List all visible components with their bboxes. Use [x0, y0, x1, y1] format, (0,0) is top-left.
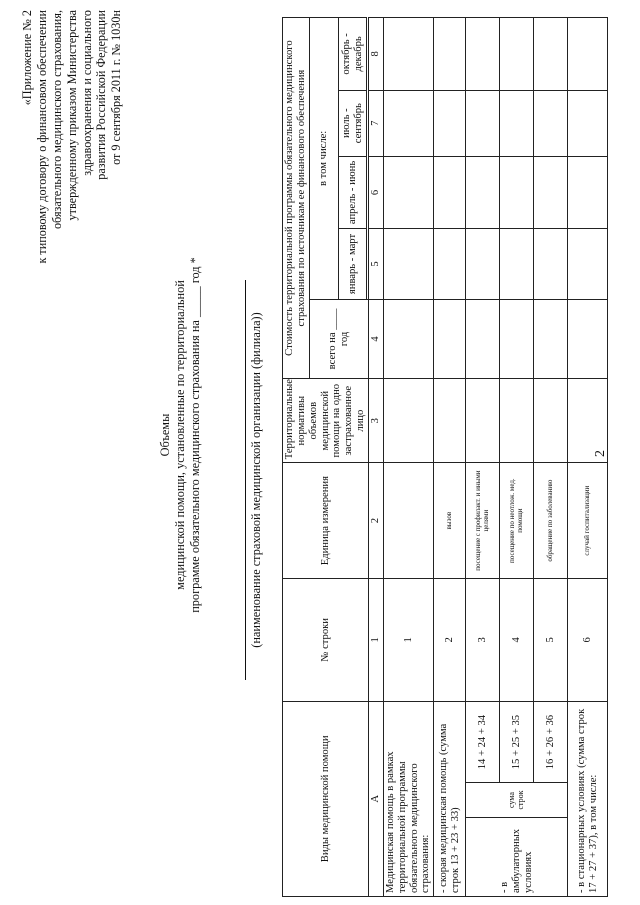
value-cell [434, 379, 466, 463]
row-label: - скорая медицинская помощь (сумма строк 13 + 23 + 33) [434, 701, 466, 896]
value-cell [500, 229, 534, 299]
sum-formula: 15 + 25 + 35 [500, 701, 534, 783]
row-number: 6 [568, 579, 608, 702]
index-cell: 1 [369, 579, 384, 702]
organization-underline [245, 280, 246, 680]
unit-cell: случай госпитализации [568, 463, 608, 579]
title-line-1: Объемы [158, 413, 172, 457]
appendix-line: «Приложение № 2 [20, 10, 34, 106]
value-cell [568, 18, 608, 91]
value-cell [568, 299, 608, 378]
row-number: 4 [500, 579, 534, 702]
value-cell [466, 299, 500, 378]
appendix-line: от 9 сентября 2011 г. № 1030н [109, 10, 124, 165]
unit-cell: посещение с профилакт. и иными целями [466, 463, 500, 579]
sum-formula: 14 + 24 + 34 [466, 701, 500, 783]
header-norms: Территориальные нормативы объемов медицинской помощи на одно застрахованное лицо [283, 379, 369, 463]
value-cell [534, 299, 568, 378]
value-cell [383, 229, 433, 299]
header-q2: апрель - июнь [339, 156, 367, 229]
value-cell [434, 156, 466, 229]
index-cell: 7 [369, 90, 384, 156]
value-cell [434, 299, 466, 378]
value-cell [534, 379, 568, 463]
value-cell [466, 156, 500, 229]
header-types: Виды медицинской помощи [283, 701, 369, 896]
value-cell [568, 229, 608, 299]
sum-formula: 16 + 26 + 36 [534, 701, 568, 783]
value-cell [534, 18, 568, 91]
value-cell [500, 156, 534, 229]
value-cell [534, 229, 568, 299]
index-cell: 5 [369, 229, 384, 299]
index-cell: 4 [369, 299, 384, 378]
table-row [568, 18, 608, 897]
appendix-line: развития Российской Федерации [94, 10, 109, 180]
title-line-3: программе обязательного медицинского страхования на _____ год * [188, 257, 202, 613]
row-number: 2 [434, 579, 466, 702]
unit-cell: вызов [434, 463, 466, 579]
index-cell: 6 [369, 156, 384, 229]
row-label: Медицинская помощь в рамках территориальной программы обязательного медицинского страхования: [383, 701, 433, 896]
header-total: всего на ____ год [309, 299, 368, 378]
value-cell [568, 90, 608, 156]
table-row [466, 18, 500, 897]
appendix-line: утвержденному приказом Министерства [64, 10, 79, 221]
header-cost: Стоимость территориальной программы обязательного медицинского страхования по источникам ее финансового обеспечения [283, 18, 310, 379]
row-label: - в стационарных условиях (сумма строк 17 + 27 + 37), в том числе: [568, 701, 608, 896]
table-row [383, 18, 433, 897]
value-cell [434, 90, 466, 156]
organization-field [245, 280, 264, 680]
value-cell [466, 90, 500, 156]
unit-cell [383, 463, 433, 579]
document-title [158, 215, 203, 655]
value-cell [466, 18, 500, 91]
header-unit: Единица измерения [283, 463, 369, 579]
appendix-line: здравоохранения и социального [79, 10, 94, 176]
value-cell [383, 299, 433, 378]
value-cell [383, 379, 433, 463]
value-cell [500, 90, 534, 156]
value-cell [568, 156, 608, 229]
index-cell: 8 [369, 18, 384, 91]
value-cell [383, 156, 433, 229]
value-cell [534, 90, 568, 156]
table-row [434, 18, 466, 897]
unit-cell: посещение по неотлож. мед. помощи [500, 463, 534, 579]
row-number: 1 [383, 579, 433, 702]
value-cell [383, 90, 433, 156]
value-cell [500, 299, 534, 378]
appendix-note [20, 10, 124, 275]
value-cell [466, 229, 500, 299]
table-row [534, 18, 568, 897]
header-q1: январь - март [339, 229, 367, 299]
value-cell [500, 379, 534, 463]
sum-label: сума строк [466, 783, 568, 817]
unit-cell: обращение по заболеванию [534, 463, 568, 579]
value-cell [466, 379, 500, 463]
value-cell [534, 156, 568, 229]
title-line-2: медицинской помощи, установленные по территориальной [173, 280, 187, 590]
volumes-table [282, 17, 608, 897]
header-q4: октябрь - декабрь [339, 18, 367, 91]
header-including: в том числе: [309, 18, 338, 300]
row-number: 5 [534, 579, 568, 702]
organization-caption: (наименование страховой медицинской организации (филиала)) [249, 312, 263, 648]
value-cell [383, 18, 433, 91]
header-row-number: № строки [283, 579, 369, 702]
index-cell: 2 [369, 463, 384, 579]
row-label: - в амбулаторных условиях [466, 817, 568, 896]
value-cell [434, 18, 466, 91]
index-cell: 3 [369, 379, 384, 463]
appendix-line: к типовому договору о финансовом обеспечении [34, 10, 49, 264]
appendix-line: обязательного медицинского страхования, [49, 10, 64, 230]
header-q3: июль - сентябрь [339, 90, 367, 156]
value-cell [500, 18, 534, 91]
row-number: 3 [466, 579, 500, 702]
page-number: 2 [593, 450, 608, 457]
table-row [500, 18, 534, 897]
index-cell: А [369, 701, 384, 896]
value-cell [568, 379, 608, 463]
value-cell [434, 229, 466, 299]
